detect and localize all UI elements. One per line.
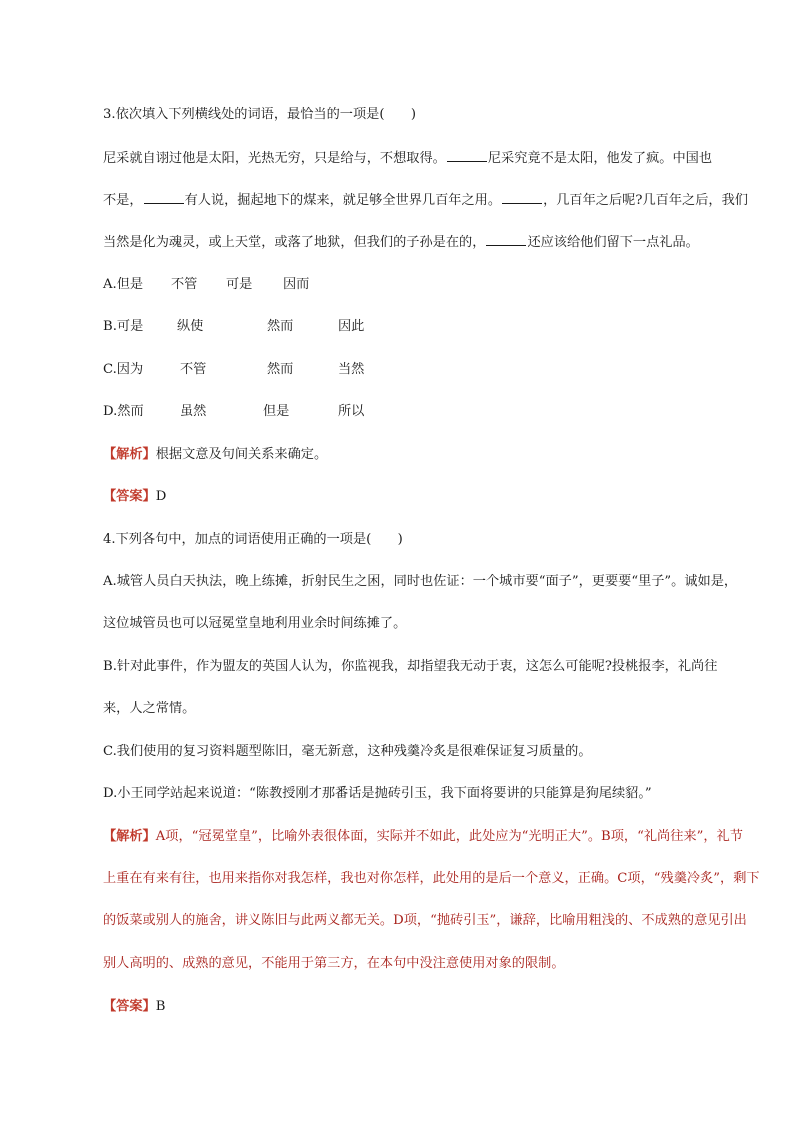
q4-analysis-line-4: 别人高明的、成熟的意见，不能用于第三方，在本句中没注意使用对象的限制。 <box>103 956 565 971</box>
q3-passage-text: 不是， <box>103 193 143 208</box>
option-word: 不管 <box>180 362 207 377</box>
option-label: A.但是 <box>103 277 144 292</box>
q4-answer <box>103 998 723 1016</box>
q3-passage-text: 有人说，掘起地下的煤来，就足够全世界几百年之用。 <box>184 193 502 208</box>
q3-analysis <box>103 446 723 464</box>
q4-analysis-line-3: 的饭菜或别人的施舍，讲义陈旧与此两义都无关。D项，“抛砖引玉”，谦辞，比喻用粗浅的、不成熟的意见引出 <box>103 913 747 928</box>
option-word: 但是 <box>263 404 290 419</box>
fill-blank-2 <box>144 190 184 204</box>
option-word: 因而 <box>283 277 310 292</box>
q4-option-c: C.我们使用的复习资料题型陈旧，毫无新意，这种残羹冷炙是很难保证复习质量的。 <box>103 744 592 759</box>
analysis-tag: 【解析】 <box>103 829 156 844</box>
q4-option-b-line-2: 来，人之常情。 <box>103 701 196 716</box>
q3-passage-text: 尼采究竟不是太阳，他发了疯。中国也 <box>487 151 713 166</box>
analysis-text: A项，“冠冕堂皇”，比喻外表很体面，实际并不如此，此处应为“光明正大”。B项，“礼尚往来”，礼节 <box>155 829 743 844</box>
q4-analysis-line-1 <box>103 828 743 846</box>
option-label: B.可是 <box>103 319 144 334</box>
q3-stem: 3.依次填入下列横线处的词语，最恰当的一项是( ) <box>103 107 416 122</box>
option-label: C.因为 <box>103 362 144 377</box>
q4-option-b-line-1: B.针对此事件，作为盟友的英国人认为，你监视我，却指望我无动于衷，这怎么可能呢?投桃报李，礼尚往 <box>103 659 718 674</box>
q4-option-d: D.小王同学站起来说道：“陈教授刚才那番话是抛砖引玉，我下面将要讲的只能算是狗尾续貂。” <box>103 786 652 801</box>
q3-passage-text: 还应该给他们留下一点礼品。 <box>527 235 699 250</box>
q3-answer <box>103 488 723 506</box>
answer-tag: 【答案】 <box>103 489 156 504</box>
q3-passage-line-3 <box>103 232 723 252</box>
option-label: D.然而 <box>103 404 144 419</box>
analysis-text: 根据文意及句间关系来确定。 <box>155 447 328 462</box>
option-word: 不管 <box>171 277 198 292</box>
q4-option-a-line-1: A.城管人员白天执法，晚上练摊，折射民生之困，同时也佐证：一个城市要“面子”，更要要“里子”。诚如是， <box>103 574 738 589</box>
fill-blank-3 <box>502 190 542 204</box>
q3-passage-line-1 <box>103 148 723 168</box>
q3-passage-text: 尼采就自诩过他是太阳，光热无穷，只是给与，不想取得。 <box>103 151 446 166</box>
option-word: 纵使 <box>177 319 204 334</box>
answer-value: B <box>155 999 166 1014</box>
q4-option-a-line-2: 这位城管员也可以冠冕堂皇地利用业余时间练摊了。 <box>103 616 407 631</box>
q4-stem: 4.下列各句中，加点的词语使用正确的一项是( ) <box>103 532 403 547</box>
option-word: 可是 <box>226 277 253 292</box>
fill-blank-1 <box>447 148 487 162</box>
q3-passage-line-2 <box>103 190 748 210</box>
answer-tag: 【答案】 <box>103 999 156 1014</box>
option-word: 然而 <box>267 362 294 377</box>
option-word: 所以 <box>338 404 365 419</box>
q4-analysis-line-2: 上重在有来有往，也用来指你对我怎样，我也对你怎样，此处用的是后一个意义，正确。C项，“残羹冷炙”，剩下 <box>103 871 760 886</box>
option-word: 然而 <box>267 319 294 334</box>
answer-value: D <box>155 489 167 504</box>
option-word: 虽然 <box>180 404 207 419</box>
q3-passage-text: ，几百年之后呢?几百年之后，我们 <box>543 193 748 208</box>
fill-blank-4 <box>486 232 526 246</box>
option-word: 当然 <box>338 362 365 377</box>
analysis-tag: 【解析】 <box>103 447 156 462</box>
q3-passage-text: 当然是化为魂灵，或上天堂，或落了地狱，但我们的子孙是在的， <box>103 235 486 250</box>
option-word: 因此 <box>338 319 365 334</box>
